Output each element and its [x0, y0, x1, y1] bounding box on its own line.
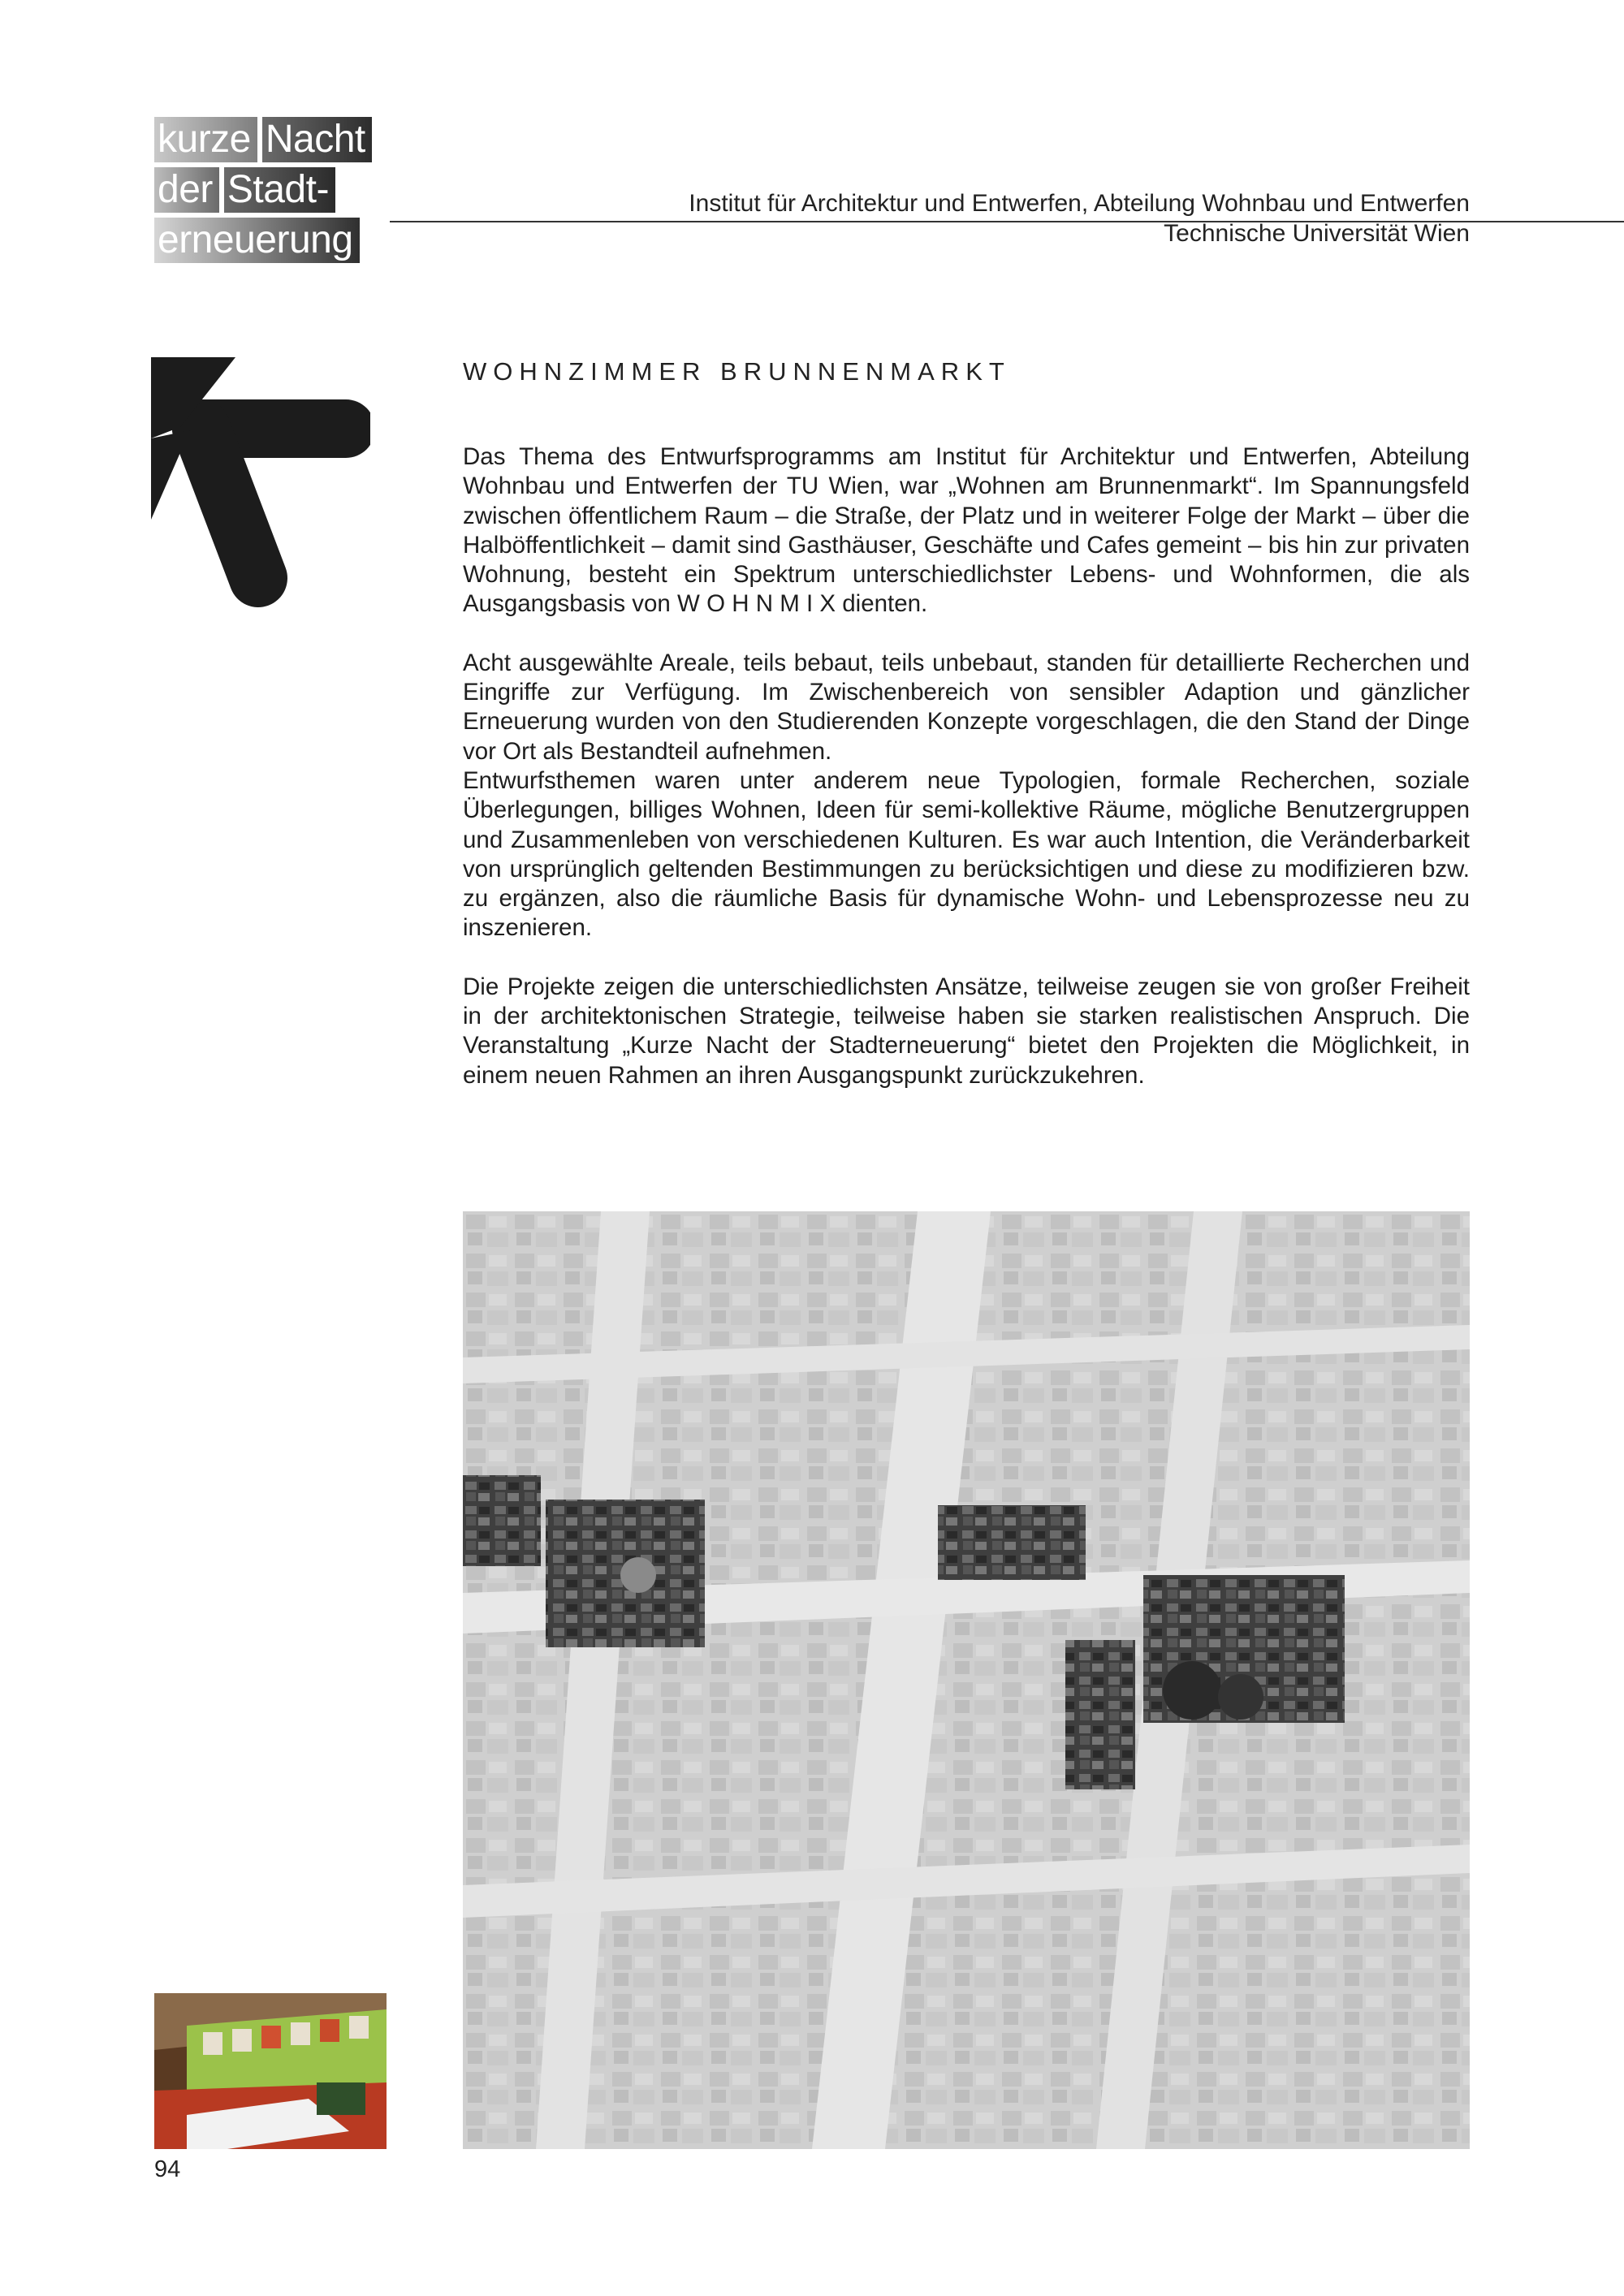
logo-word-kurze: kurze	[154, 117, 257, 162]
aerial-photo-map	[463, 1211, 1470, 2149]
page-number: 94	[154, 2156, 181, 2182]
paragraph-2: Acht ausgewählte Areale, teils bebaut, teils unbebaut, standen für detaillierte Recherchen und Eingriffe zur Verfügung. Im Zwischenbereich von sensibler Adaption und gänzlicher Erneuerung wurden von den Studierenden Konzepte vorgeschlagen, die den Stand der Dinge vor Ort als Bestandteil aufnehmen.	[463, 649, 1470, 765]
paragraph-1: Das Thema des Entwurfsprogramms am Institut für Architektur und Entwerfen, Abteilung Wohnbau und Entwerfen der TU Wien, war „Wohnen am Brunnenmarkt“. Im Spannungsfeld zwischen öffentlichem Raum – die Straße, der Platz und in weiterer Folge der Markt – über die Halböffentlichkeit – damit sind Gasthäuser, Geschäfte und Cafes gemeint – bis hin zur privaten Wohnung, besteht ein Spektrum unterschiedlichster Lebens- und Wohnformen, die als Ausgangsbasis von W O H N M I X dienten.	[463, 443, 1470, 618]
university-name: Technische Universität Wien	[1164, 220, 1470, 247]
logo-word-der: der	[154, 167, 219, 213]
exhibition-photo	[154, 1993, 387, 2149]
logo-word-nacht: Nacht	[262, 117, 372, 162]
logo-row-2	[154, 167, 335, 213]
logo-row-3	[154, 218, 360, 263]
body-text	[463, 442, 1470, 1090]
logo-row-1	[154, 117, 372, 162]
logo-word-stadt: Stadt-	[224, 167, 335, 213]
institute-name: Institut für Architektur und Entwerfen, Abteilung Wohnbau und Entwerfen	[689, 190, 1470, 217]
logo-word-erneuerung: erneuerung	[154, 218, 360, 263]
paragraph-3: Entwurfsthemen waren unter anderem neue Typologien, formale Recherchen, soziale Überlegungen, billiges Wohnen, Ideen für semi-kollektive Räume, mögliche Benutzergruppen und Zusammenleben von verschiedenen Kulturen. Es war auch Intention, die Veränderbarkeit von ursprünglich geltenden Bestimmungen zu berücksichtigen und diese zu modifizieren bzw. zu ergänzen, also die räumliche Basis für dynamische Wohn- und Lebensprozesse neu zu inszenieren.	[463, 766, 1470, 942]
aerial-photo	[463, 1211, 1470, 2149]
arrow-left-icon	[151, 357, 370, 617]
section-title: WOHNZIMMER BRUNNENMARKT	[463, 357, 1011, 386]
exhibition-photo-image	[154, 1993, 387, 2149]
paragraph-4: Die Projekte zeigen die unterschiedlichsten Ansätze, teilweise zeugen sie von großer Freiheit in der architektonischen Strategie, teilweise haben sie starken realistischen Anspruch. Die Veranstaltung „Kurze Nacht der Stadterneuerung“ bietet den Projekten die Möglichkeit, in einem neuen Rahmen an ihren Ausgangspunkt zurückzukehren.	[463, 973, 1470, 1089]
